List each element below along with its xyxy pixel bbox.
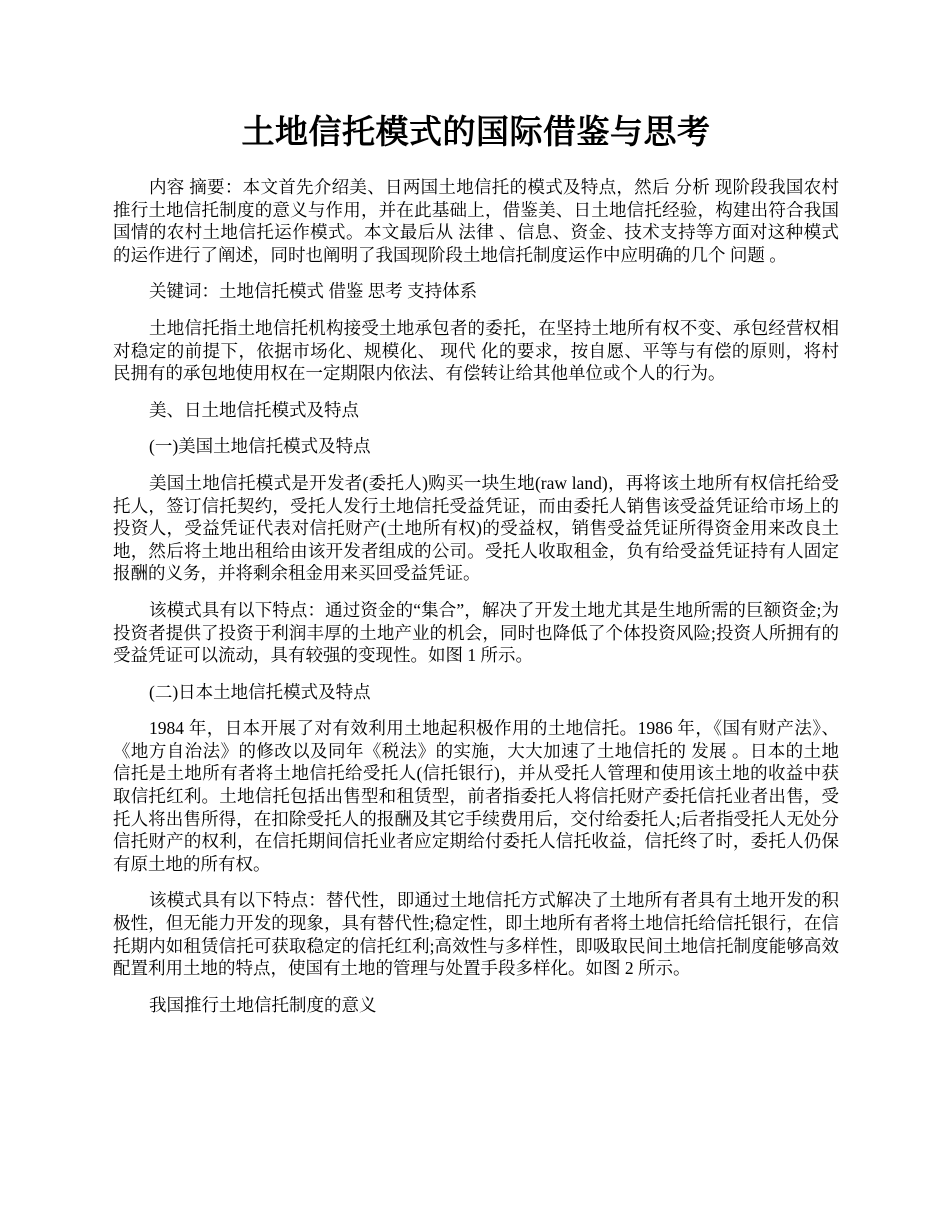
japan-model-paragraph: 1984 年，日本开展了对有效利用土地起积极作用的土地信托。1986 年，《国有财产法》、《地方自治法》的修改以及同年《税法》的实施，大大加速了土地信托的 发展 。日本的土地信托是土地所有者将土地信托给受托人(信托银行)，并从受托人管理和使用该土地的收益中获取信托红利。土地信托包括出售型和租赁型，前者指委托人将信托财产委托信托业者出售，受托人将出售所得，在扣除受托人的报酬及其它手续费用后，交付给委托人;后者指受托人无处分信托财产的权利，在信托期间信托业者应定期给付委托人信托收益，信托终了时，委托人仍保有原土地的所有权。 [113,718,839,874]
japan-features-paragraph: 该模式具有以下特点：替代性，即通过土地信托方式解决了土地所有者具有土地开发的积极性，但无能力开发的现象，具有替代性;稳定性，即土地所有者将土地信托给信托银行，在信托期内如租赁信托可获取稳定的信托红利;高效性与多样性，即吸取民间土地信托制度能够高效配置利用土地的特点，使国有土地的管理与处置手段多样化。如图 2 所示。 [113,890,839,979]
document-title: 土地信托模式的国际借鉴与思考 [241,115,711,151]
keywords-paragraph: 关键词：土地信托模式 借鉴 思考 支持体系 [149,281,478,302]
subsection-heading-us: (一)美国土地信托模式及特点 [149,436,371,457]
section-heading: 美、日土地信托模式及特点 [149,399,359,420]
definition-paragraph: 土地信托指土地信托机构接受土地承包者的委托，在坚持土地所有权不变、承包经营权相对稳定的前提下，依据市场化、规模化、 现代 化的要求，按自愿、平等与有偿的原则，将村民拥有的承包地使用权在一定期限内依法、有偿转让给其他单位或个人的行为。 [113,317,839,384]
document-page [113,0,839,1016]
us-model-paragraph: 美国土地信托模式是开发者(委托人)购买一块生地(raw land)，再将该土地所有权信托给受托人，签订信托契约，受托人发行土地信托受益凭证，而由委托人销售该受益凭证给市场上的投资人，受益凭证代表对信托财产(土地所有权)的受益权，销售受益凭证所得资金用来改良土地，然后将土地出租给由该开发者组成的公司。受托人收取租金，负有给受益凭证持有人固定报酬的义务，并将剩余租金用来买回受益凭证。 [113,472,839,584]
abstract-paragraph: 内容 摘要：本文首先介绍美、日两国土地信托的模式及特点，然后 分析 现阶段我国农村 推行土地信托制度的意义与作用，并在此基础上，借鉴美、日土地信托经验，构建出符合我国国情的农村土地信托运作模式。本文最后从 法律 、信息、资金、技术支持等方面对这种模式的运作进行了阐述，同时也阐明了我国现阶段土地信托制度运作中应明确的几个 问题 。 [113,177,839,265]
section-heading-significance: 我国推行土地信托制度的意义 [149,994,377,1015]
us-features-paragraph: 该模式具有以下特点：通过资金的“集合”，解决了开发土地尤其是生地所需的巨额资金;为投资者提供了投资于利润丰厚的土地产业的机会，同时也降低了个体投资风险;投资人所拥有的受益凭证可以流动，具有较强的变现性。如图 1 所示。 [113,599,839,666]
subsection-heading-japan: (二)日本土地信托模式及特点 [149,681,371,702]
